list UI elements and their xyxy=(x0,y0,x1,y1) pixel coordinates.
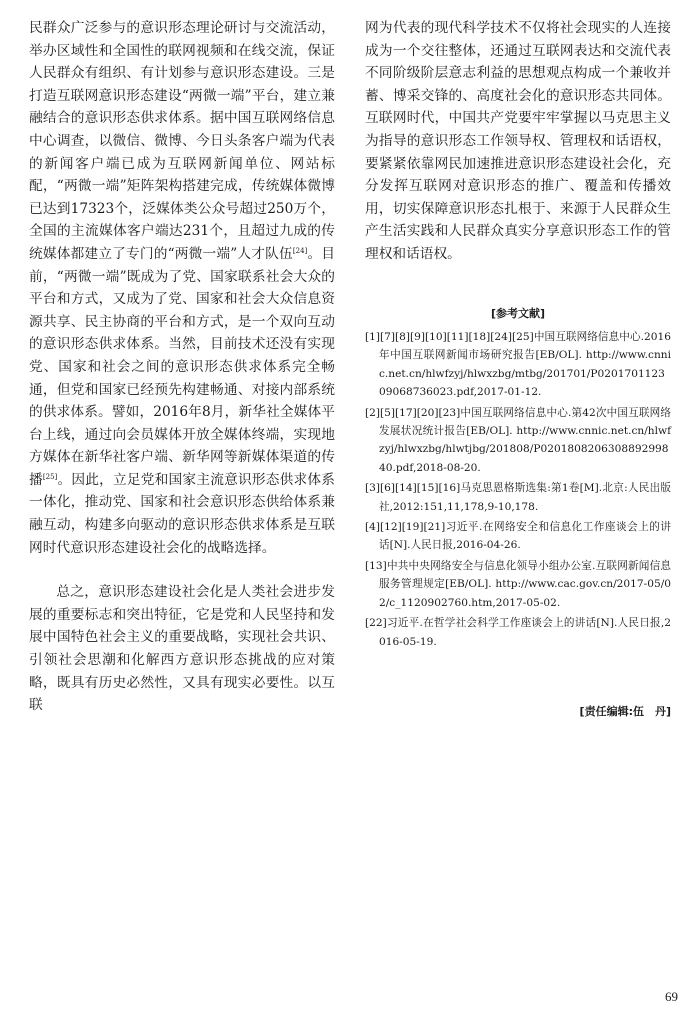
reference-item: [4][12][19][21]习近平.在网络安全和信息化工作座谈会上的讲话[N].人民日报,2016-04-26. xyxy=(365,521,671,552)
references-list xyxy=(365,328,671,653)
responsible-editor: [责任编辑:伍 丹] xyxy=(579,705,671,718)
body-paragraph-2: 总之，意识形态建设社会化是人类社会进步发展的重要标志和突出特征，它是党和人民坚持和发展中国特色社会主义的重要战略，实现社会共识、引领社会思潮和化解西方意识形态挑战的应对策略，既具有历史必然性，又具有现实必要性。以互联 xyxy=(29,584,335,714)
page-number: 69 xyxy=(665,989,678,1004)
citation-marker: [24] xyxy=(292,246,308,255)
reference-item: [2][5][17][20][23]中国互联网络信息中心.第42次中国互联网络发展状况统计报告[EB/OL]. http://www.cnnic.net.cn/hlwfzyj/hlwxzbg/hlwtjbg/201808/P020180820630889299840.pdf,2018-08-20. xyxy=(365,406,671,474)
references-title: [参考文献] xyxy=(490,307,546,320)
right-column xyxy=(365,17,671,266)
reference-item: [22]习近平.在哲学社会科学工作座谈会上的讲话[N].人民日报,2016-05-19. xyxy=(365,617,671,648)
body-paragraph-3: 网为代表的现代科学技术不仅将社会现实的人连接成为一个交往整体，还通过互联网表达和交流代表不同阶级阶层意志利益的思想观点构成一个兼收并蓄、博采交锋的、高度社会化的意识形态共同体。互联网时代，中国共产党要牢牢掌握以马克思主义为指导的意识形态工作领导权、管理权和话语权，要紧紧依靠网民加速推进意识形态建设社会化，充分发挥互联网对意识形态的推广、覆盖和传播效用，切实保障意识形态扎根于、来源于人民群众生产生活实践和人民群众真实分享意识形态工作的管理权和话语权。 xyxy=(365,20,671,262)
paragraph-text: 。因此，立足党和国家主流意识形态供求体系一体化，推动党、国家和社会意识形态供给体系兼融互动，构建多向驱动的意识形态供求体系是互联网时代意识形态建设社会化的战略选择。 xyxy=(29,471,335,556)
reference-item: [1][7][8][9][10][11][18][24][25]中国互联网络信息中心.2016年中国互联网新闻市场研究报告[EB/OL]. http://www.cnnic.net.cn/hlwfzyj/hlwxzbg/mtbg/201701/P020170112309068736023.pdf,2017-01-12. xyxy=(365,331,671,399)
citation-marker: [25] xyxy=(42,472,58,481)
paragraph-text: 民群众广泛参与的意识形态理论研讨与交流活动，举办区域性和全国性的联网视频和在线交流，保证人民群众有组织、有计划参与意识形态建设。三是打造互联网意识形态建设“两微一端”平台，建立兼融结合的意识形态供求体系。据中国互联网络信息中心调查，以微信、微博、今日头条客户端为代表的新闻客户端已成为互联网新闻单位、网站标配，“两微一端”矩阵架构搭建完成，传统媒体微博已达到17323个，泛媒体类公众号超过250万个，全国的主流媒体客户端达231个，且超过九成的传统媒体都建立了专门的“两微一端”人才队伍 xyxy=(29,20,335,262)
left-column xyxy=(29,17,335,717)
reference-item: [3][6][14][15][16]马克思恩格斯选集:第1卷[M].北京:人民出版社,2012:151,11,178,9-10,178. xyxy=(365,482,671,513)
paragraph-text: 。目前，“两微一端”既成为了党、国家联系社会大众的平台和方式，又成为了党、国家和社会大众信息资源共享、民主协商的平台和方式，是一个双向互动的意识形态供求体系。当然，目前技术还没有实现党、国家和社会之间的意识形态供求体系完全畅通，但党和国家已经预先构建畅通、对接内部系统的供求体系。譬如，2016年8月，新华社全媒体平台上线，通过向会员媒体开放全媒体终端，实现地方媒体在新华社客户端、新华网等新媒体渠道的传播 xyxy=(29,245,335,488)
body-paragraph-1 xyxy=(29,17,335,559)
reference-item: [13]中共中央网络安全与信息化领导小组办公室.互联网新闻信息服务管理规定[EB/OL]. http://www.cac.gov.cn/2017-05/02/c_1120902760.htm,2017-05-02. xyxy=(365,559,671,609)
